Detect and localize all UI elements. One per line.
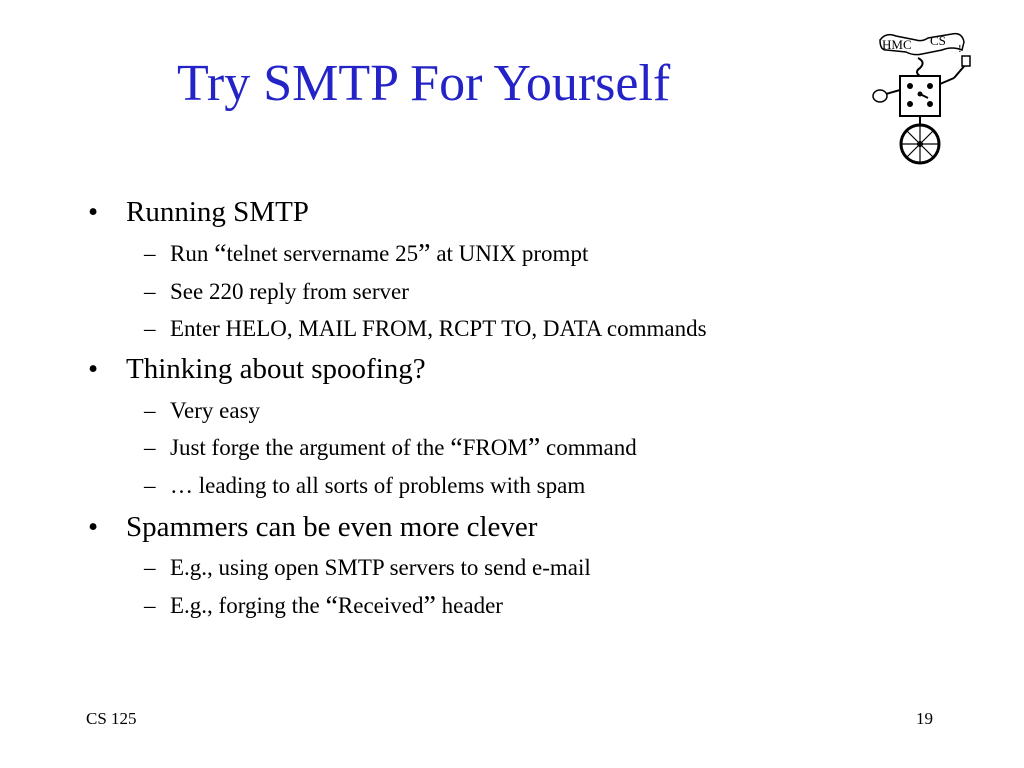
sub-bullet-item [144, 433, 637, 464]
sub-bullet-item [144, 591, 503, 622]
sub-bullet-marker: – [144, 473, 156, 498]
sub-bullet-text: … leading to all sorts of problems with spam [170, 473, 586, 498]
logo-banner-right: CS [930, 33, 946, 48]
sub-bullet-item [144, 239, 589, 270]
sub-bullet-suffix: at UNIX prompt [430, 241, 589, 266]
sub-bullet-marker: – [144, 279, 156, 304]
sub-bullet-marker: – [144, 555, 156, 580]
sub-bullet-marker: – [144, 316, 156, 341]
sub-bullet-marker: – [144, 241, 156, 266]
sub-bullet-marker: – [144, 435, 156, 460]
bullet-text: Thinking about spoofing? [126, 353, 426, 385]
close-quote: ” [527, 433, 541, 464]
sub-bullet-prefix: Just forge the argument of the [170, 435, 451, 460]
bullet-marker: • [88, 196, 99, 228]
sub-bullet-item [144, 399, 260, 422]
sub-bullet-quoted: FROM [462, 435, 528, 460]
bullet-marker: • [88, 353, 99, 385]
sub-bullet-marker: – [144, 398, 156, 423]
open-quote: “ [325, 591, 338, 622]
bullet-item [88, 355, 426, 384]
sub-bullet-suffix: command [540, 435, 637, 460]
logo-banner-left: HMC [882, 37, 912, 52]
close-quote: ” [423, 591, 436, 622]
close-quote: ” [418, 239, 431, 270]
bullet-marker: • [88, 511, 99, 543]
sub-bullet-prefix: E.g., forging the [170, 593, 326, 618]
sub-bullet-text: Very easy [170, 398, 261, 423]
bullet-text: Spammers can be even more clever [126, 511, 538, 543]
sub-bullet-quoted: Received [337, 593, 424, 618]
sub-bullet-text: Enter HELO, MAIL FROM, RCPT TO, DATA commands [170, 316, 707, 341]
bullet-item [88, 198, 309, 227]
footer-course: CS 125 [86, 709, 137, 728]
sub-bullet-text: E.g., using open SMTP servers to send e-mail [170, 555, 591, 580]
sub-bullet-marker: – [144, 593, 156, 618]
slide-title: Try SMTP For Yourself [177, 55, 671, 112]
sub-bullet-text: See 220 reply from server [170, 279, 409, 304]
sub-bullet-item [144, 280, 409, 303]
sub-bullet-quoted: telnet servername 25 [226, 241, 419, 266]
sub-bullet-item [144, 317, 707, 340]
svg-text:!: ! [958, 43, 962, 55]
sub-bullet-item [144, 556, 591, 579]
bullet-item [88, 513, 537, 542]
open-quote: “ [450, 433, 463, 464]
sub-bullet-prefix: Run [170, 241, 215, 266]
sub-bullet-item [144, 474, 585, 497]
bullet-text: Running SMTP [126, 196, 309, 228]
open-quote: “ [214, 239, 227, 270]
footer-page-number: 19 [916, 709, 933, 728]
sub-bullet-suffix: header [435, 593, 503, 618]
